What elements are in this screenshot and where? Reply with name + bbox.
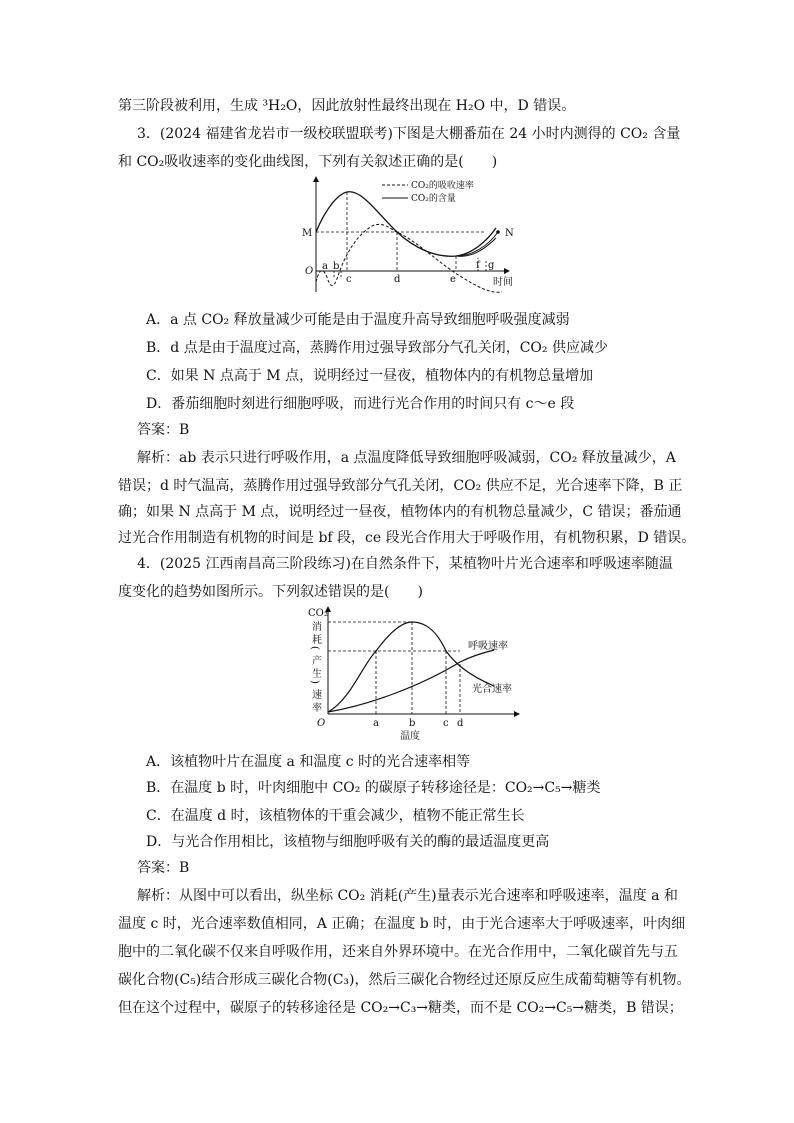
photosynthesis-label: 光合速率 [472, 684, 512, 695]
co2-content-curve [316, 192, 496, 257]
question-3-stem: 3．(2024 福建省龙岩市一级校联盟联考)下图是大棚番茄在 24 小时内测得的 CO₂ 含量 [137, 126, 681, 142]
q3-explanation-2: 错误；d 时气温高，蒸腾作用过强导致部分气孔关闭，CO₂ 供应不足，光合速率下降，B 正 [118, 478, 683, 494]
figure-rate-vs-temperature [284, 604, 524, 742]
respiration-label: 呼吸速率 [468, 641, 508, 652]
respiration-curve [328, 650, 494, 712]
point-n [496, 230, 500, 234]
tick-c: c [443, 718, 449, 729]
svg-text:产: 产 [312, 656, 322, 667]
point-g-label: g [488, 260, 495, 271]
svg-text:耗: 耗 [312, 635, 322, 646]
svg-text:率: 率 [312, 703, 322, 714]
co2-absorption-curve [316, 224, 502, 292]
q3-explanation-3: 确；如果 N 点高于 M 点，说明经过一昼夜，植物体内的有机物总量减少，C 错误；番茄通 [118, 504, 682, 520]
q3-explanation-4: 过光合作用制造有机物的时间是 bf 段，ce 段光合作用大于呼吸作用，有机物积累，D 错误。 [118, 530, 696, 546]
svg-text:(: ( [309, 646, 320, 650]
q4-explanation-4: 碳化合物(C₅)结合形成三碳化合物(C₃)，然后三碳化合物经过还原反应生成葡萄糖等有机物。 [118, 972, 691, 988]
point-a-label: a [322, 261, 328, 272]
point-d-label: d [394, 274, 401, 285]
q4-answer: 答案：B [137, 860, 190, 876]
point-c-label: c [346, 274, 352, 285]
q3-answer: 答案：B [137, 422, 190, 438]
point-e-label: e [450, 274, 456, 285]
q4-option-a: A．该植物叶片在温度 a 和温度 c 时的光合速率相等 [146, 754, 471, 770]
label-m: M [302, 228, 313, 239]
q4-explanation-1: 解析：从图中可以看出，纵坐标 CO₂ 消耗(产生)量表示光合速率和呼吸速率，温度 a 和 [137, 888, 678, 904]
x-axis-label: 温度 [400, 731, 420, 742]
q4-option-c: C．在温度 d 时，该植物体的干重会减少，植物不能正常生长 [146, 808, 525, 824]
point-f-label: f [476, 260, 480, 271]
figure-co2-24h [300, 176, 525, 294]
svg-text:): ) [309, 680, 320, 684]
question-3-stem-cont: 和 CO₂吸收速率的变化曲线图，下列有关叙述正确的是( ) [118, 154, 498, 170]
origin-label: O [305, 266, 314, 277]
photosynthesis-curve [328, 622, 494, 712]
q3-option-d: D．番茄细胞时刻进行细胞呼吸，而进行光合作用的时间只有 c～e 段 [146, 396, 575, 412]
point-b-label: b [333, 261, 340, 272]
tick-d: d [457, 718, 464, 729]
q3-explanation-1: 解析：ab 表示只进行呼吸作用，a 点温度降低导致细胞呼吸减弱，CO₂ 释放量减少，A [137, 450, 676, 466]
svg-text:速: 速 [312, 690, 322, 701]
question-4-stem: 4．(2025 江西南昌高三阶段练习)在自然条件下，某植物叶片光合速率和呼吸速率随温 [137, 556, 673, 572]
legend-content: CO₂的含量 [411, 194, 456, 204]
label-n: N [505, 228, 514, 239]
tick-a: a [373, 718, 379, 729]
svg-text:消: 消 [312, 622, 322, 633]
q4-option-d: D．与光合作用相比，该植物与细胞呼吸有关的酶的最适温度更高 [146, 834, 550, 850]
legend-absorption: CO₂的吸收速率 [411, 181, 474, 191]
q4-option-b: B．在温度 b 时，叶肉细胞中 CO₂ 的碳原子转移途径是：CO₂→C₅→糖类 [146, 780, 601, 796]
svg-text:生: 生 [312, 669, 322, 680]
origin-label: O [317, 718, 326, 729]
q3-option-c: C．如果 N 点高于 M 点，说明经过一昼夜，植物体内的有机物总量增加 [146, 368, 594, 384]
text-line: 第三阶段被利用，生成 ³H₂O，因此放射性最终出现在 H₂O 中，D 错误。 [118, 98, 576, 114]
x-axis-label: 时间 [493, 277, 513, 288]
y-axis-label [309, 620, 322, 714]
q3-option-a: A．a 点 CO₂ 释放量减少可能是由于温度升高导致细胞呼吸强度减弱 [146, 312, 570, 328]
q4-explanation-5: 但在这个过程中，碳原子的转移途径是 CO₂→C₃→糖类，而不是 CO₂→C₅→糖类，B 错误； [118, 1000, 683, 1016]
q4-explanation-2: 温度 c 时，光合速率数值相同，A 正确；在温度 b 时，由于光合速率大于呼吸速率，叶肉细 [118, 916, 686, 932]
q3-option-b: B．d 点是由于温度过高，蒸腾作用过强导致部分气孔关闭，CO₂ 供应减少 [146, 340, 608, 356]
y-axis-label-top: CO₂ [308, 608, 328, 619]
question-4-stem-cont: 度变化的趋势如图所示。下列叙述错误的是( ) [118, 584, 423, 600]
tick-b: b [409, 718, 416, 729]
q4-explanation-3: 胞中的二氧化碳不仅来自呼吸作用，还来自外界环境中。在光合作用中，二氧化碳首先与五 [118, 944, 678, 960]
